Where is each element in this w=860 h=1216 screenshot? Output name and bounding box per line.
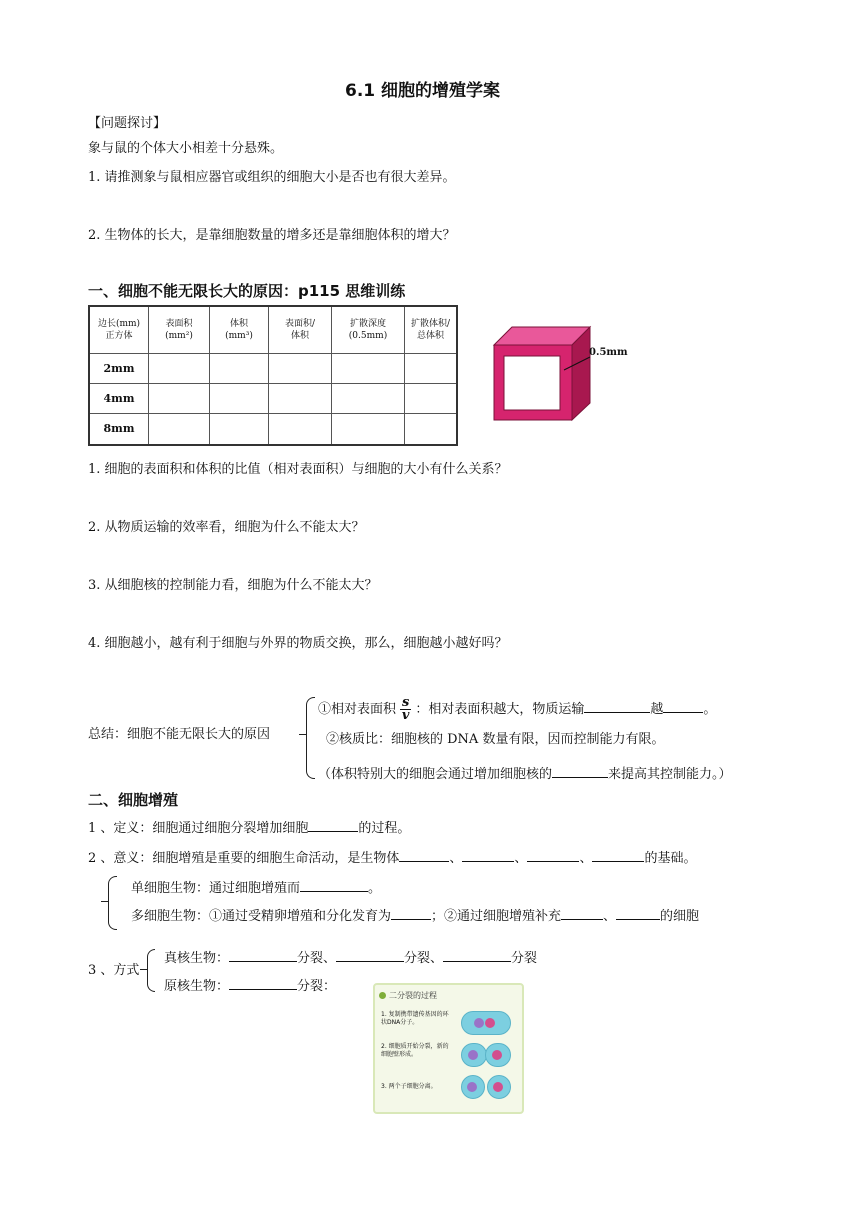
table-cell[interactable] [405, 414, 458, 445]
table-row [89, 414, 457, 445]
blank-efficiency[interactable] [663, 699, 703, 713]
table-row-label: 2mm [89, 354, 149, 384]
table-header-row [89, 306, 457, 354]
intro-question-2: 2. 生物体的长大，是靠细胞数量的增多还是靠细胞体积的增大？ [88, 228, 456, 243]
blank-sig-2[interactable] [462, 848, 514, 862]
figure-title-bar: 二分裂的过程 [379, 989, 518, 1003]
blank-euk-2[interactable] [336, 948, 404, 962]
blank-multi-2[interactable] [561, 906, 603, 920]
summary-brace [306, 697, 315, 779]
data-table [88, 305, 458, 446]
figure-step-2: 2. 细胞质开始分裂，新的细胞壁形成。 [381, 1043, 449, 1058]
organism-brace [108, 876, 117, 930]
summary-item-1: ①相对表面积 $\frac{s}{v}$ ：相对表面积越大，物质运输 越 。 [318, 695, 717, 723]
blank-sig-3[interactable] [527, 848, 579, 862]
summary-brace-tip [299, 734, 307, 735]
multicellular-line: 多细胞生物：①通过受精卵增殖和分化发育为 ；②通过细胞增殖补充 、 的细胞 [131, 906, 699, 926]
eukaryote-line: 真核生物： 分裂、 分裂、 分裂 [164, 948, 537, 968]
table-cell[interactable] [405, 384, 458, 414]
table-header-cell: 体积 (mm³) [210, 306, 269, 354]
blank-transport[interactable] [584, 699, 650, 713]
table-header-cell: 扩散体积/ 总体积 [405, 306, 458, 354]
table-row [89, 354, 457, 384]
table-cell[interactable] [405, 354, 458, 384]
prokaryote-line: 原核生物： 分裂： [164, 976, 336, 996]
table-cell[interactable] [149, 354, 210, 384]
blank-multi-3[interactable] [616, 906, 660, 920]
table-row [89, 384, 457, 414]
blank-sig-1[interactable] [399, 848, 449, 862]
table-header-cell: 表面积/ 体积 [269, 306, 332, 354]
dna-icon [485, 1018, 495, 1028]
table-cell[interactable] [269, 354, 332, 384]
page-title: 6.1 细胞的增殖学案 [345, 81, 501, 101]
table-cell[interactable] [269, 384, 332, 414]
binary-fission-figure [373, 983, 524, 1114]
table-cell[interactable] [149, 384, 210, 414]
table-header-cell: 边长(mm) 正方体 [89, 306, 149, 354]
dna-icon [493, 1082, 503, 1092]
blank-pro[interactable] [229, 976, 297, 990]
mode-brace [147, 949, 155, 992]
summary-item-2: ②核质比：细胞核的 DNA 数量有限，因而控制能力有限。 [326, 732, 665, 747]
mode-brace-tip [140, 969, 148, 970]
table-cell[interactable] [210, 384, 269, 414]
dna-icons [375, 985, 522, 1112]
item1-text: ①相对表面积 [318, 702, 397, 717]
table-cell[interactable] [332, 414, 405, 445]
table-cell[interactable] [332, 384, 405, 414]
table-cell[interactable] [210, 354, 269, 384]
blank-euk-3[interactable] [443, 948, 511, 962]
summary-label: 总结：细胞不能无限长大的原因 [88, 727, 271, 742]
table-cell[interactable] [210, 414, 269, 445]
section1-question-1: 1. 细胞的表面积和体积的比值（相对表面积）与细胞的大小有什么关系？ [88, 462, 508, 477]
organism-brace-tip [101, 901, 109, 902]
figure-step-1: 1. 复制携带遗传基因的环状DNA分子。 [381, 1011, 449, 1026]
table-header-cell: 表面积 (mm²) [149, 306, 210, 354]
dna-icon [468, 1050, 478, 1060]
section1-heading: 一、细胞不能无限长大的原因：p115 思维训练 [88, 282, 406, 300]
table-cell[interactable] [149, 414, 210, 445]
cube-inner-window [504, 356, 560, 410]
summary-item-3: （体积特别大的细胞会通过增加细胞核的 来提高其控制能力。） [318, 764, 732, 784]
cube-label: 0.5mm [589, 347, 628, 358]
section1-question-2: 2. 从物质运输的效率看，细胞为什么不能太大？ [88, 520, 365, 535]
blank-definition[interactable] [308, 818, 358, 832]
table-row-label: 8mm [89, 414, 149, 445]
cube-figure [492, 325, 632, 425]
table-row-label: 4mm [89, 384, 149, 414]
dna-icon [492, 1050, 502, 1060]
item1-text-b: ：相对表面积越大，物质运输 [415, 702, 585, 717]
blank-sig-4[interactable] [592, 848, 644, 862]
significance-line: 2 、意义：细胞增殖是重要的细胞生命活动，是生物体 、 、 、 的基础。 [88, 848, 696, 868]
intro-question-1: 1. 请推测象与鼠相应器官或组织的细胞大小是否也有很大差异。 [88, 170, 456, 185]
table-cell[interactable] [269, 414, 332, 445]
dna-icon [474, 1018, 484, 1028]
unicellular-line: 单细胞生物：通过细胞增殖而 。 [131, 878, 381, 898]
blank-euk-1[interactable] [229, 948, 297, 962]
blank-multi-1[interactable] [391, 906, 431, 920]
mode-label: 3 、方式 [88, 963, 140, 978]
table-header-cell: 扩散深度 (0.5mm) [332, 306, 405, 354]
section1-question-3: 3. 从细胞核的控制能力看，细胞为什么不能太大？ [88, 578, 378, 593]
section1-question-4: 4. 细胞越小，越有利于细胞与外界的物质交换，那么，细胞越小越好吗？ [88, 636, 508, 651]
intro-heading: 【问题探讨】 [88, 116, 167, 131]
figure-step-3: 3. 两个子细胞分离。 [381, 1083, 437, 1090]
intro-line: 象与鼠的个体大小相差十分悬殊。 [88, 141, 284, 156]
blank-unicellular[interactable] [300, 878, 368, 892]
blank-nucleus[interactable] [552, 764, 608, 778]
definition-line: 1 、定义：细胞通过细胞分裂增加细胞 的过程。 [88, 818, 410, 838]
section2-heading: 二、细胞增殖 [88, 791, 179, 809]
table-cell[interactable] [332, 354, 405, 384]
dna-icon [467, 1082, 477, 1092]
sv-fraction: $\frac{s}{v}$ [401, 695, 410, 723]
